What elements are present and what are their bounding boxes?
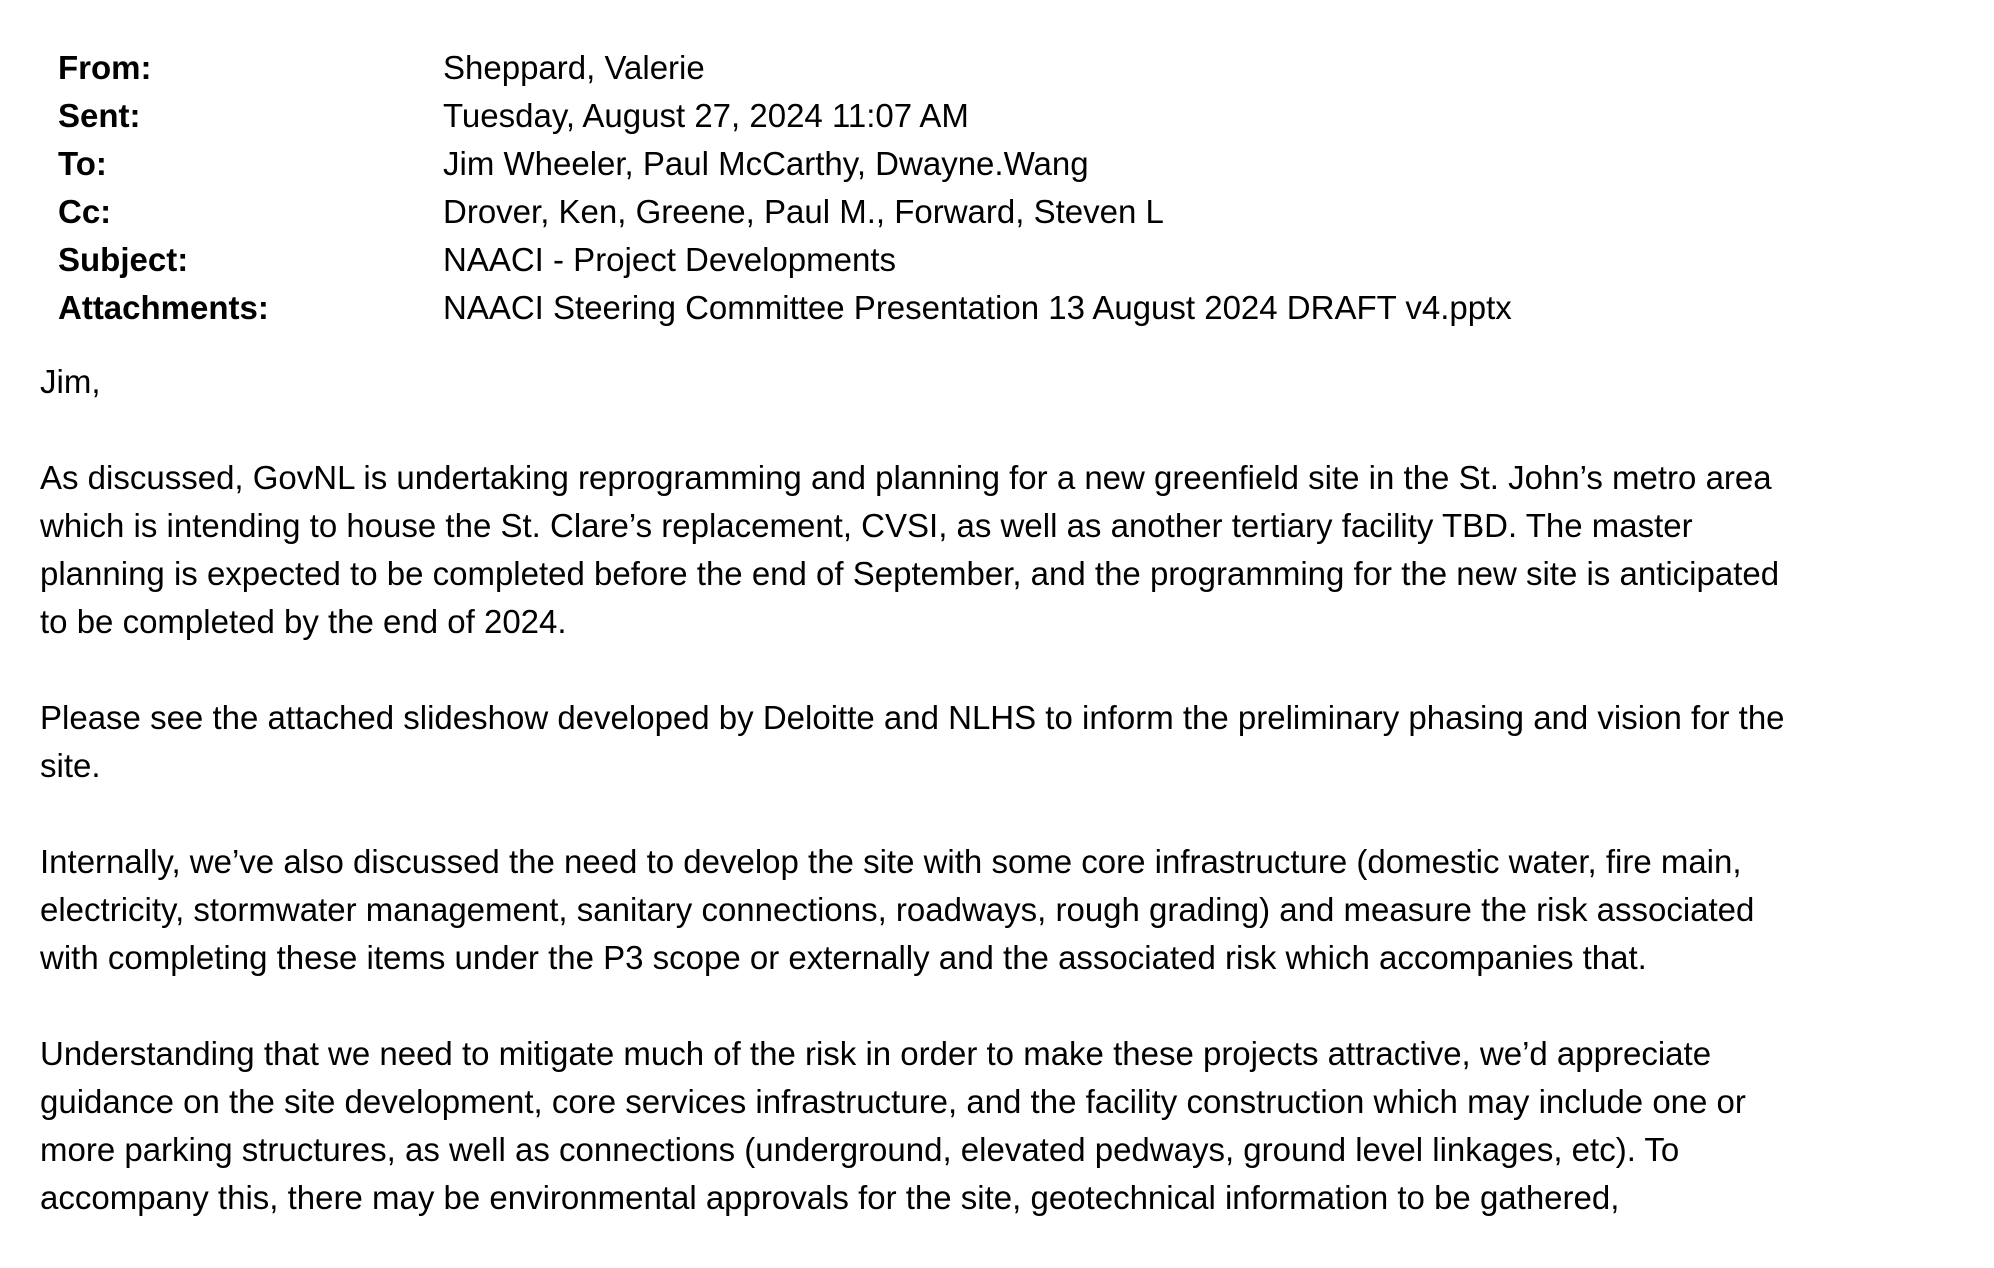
paragraph-line: site. bbox=[40, 747, 101, 784]
sent-label: Sent: bbox=[58, 97, 141, 134]
paragraph-line: more parking structures, as well as connections (underground, elevated pedways, ground level linkages, etc). To bbox=[40, 1131, 1680, 1168]
to-label: To: bbox=[58, 145, 107, 182]
paragraph-line: Internally, we’ve also discussed the need to develop the site with some core infrastructure (domestic water, fire main, bbox=[40, 843, 1742, 880]
paragraph-4 bbox=[40, 1030, 1960, 1222]
paragraph-line: planning is expected to be completed before the end of September, and the programming for the new site is anticipated bbox=[40, 555, 1780, 592]
from-label: From: bbox=[58, 49, 152, 86]
email-body bbox=[40, 358, 1960, 1222]
paragraph-line: to be completed by the end of 2024. bbox=[40, 603, 567, 640]
paragraph-line: As discussed, GovNL is undertaking reprogramming and planning for a new greenfield site in the St. John’s metro area bbox=[40, 459, 1772, 496]
cc-label: Cc: bbox=[58, 193, 112, 230]
subject-label: Subject: bbox=[58, 241, 189, 278]
attachments-label: Attachments: bbox=[58, 289, 269, 326]
paragraph-line: Please see the attached slideshow developed by Deloitte and NLHS to inform the preliminary phasing and vision for the bbox=[40, 699, 1785, 736]
to-value: Jim Wheeler, Paul McCarthy, Dwayne.Wang bbox=[443, 145, 1089, 182]
cc-value: Drover, Ken, Greene, Paul M., Forward, Steven L bbox=[443, 193, 1164, 230]
paragraph-line: which is intending to house the St. Clare’s replacement, CVSI, as well as another tertiary facility TBD. The master bbox=[40, 507, 1693, 544]
greeting: Jim, bbox=[40, 363, 101, 400]
paragraph-line: Understanding that we need to mitigate much of the risk in order to make these projects attractive, we’d appreciate bbox=[40, 1035, 1712, 1072]
paragraph-line: electricity, stormwater management, sanitary connections, roadways, rough grading) and measure the risk associated bbox=[40, 891, 1755, 928]
from-value: Sheppard, Valerie bbox=[443, 49, 705, 86]
paragraph-2 bbox=[40, 694, 1960, 790]
paragraph-line: with completing these items under the P3 scope or externally and the associated risk which accompanies that. bbox=[40, 939, 1647, 976]
subject-value: NAACI - Project Developments bbox=[443, 241, 896, 278]
paragraph-line: accompany this, there may be environmental approvals for the site, geotechnical information to be gathered, bbox=[40, 1179, 1620, 1216]
paragraph-3 bbox=[40, 838, 1960, 982]
attachment-link[interactable]: NAACI Steering Committee Presentation 13 August 2024 DRAFT v4.pptx bbox=[443, 289, 1512, 326]
sent-value: Tuesday, August 27, 2024 11:07 AM bbox=[443, 97, 969, 134]
paragraph-line: guidance on the site development, core services infrastructure, and the facility construction which may include one or bbox=[40, 1083, 1746, 1120]
email-header bbox=[58, 44, 1954, 332]
paragraph-1 bbox=[40, 454, 1960, 646]
